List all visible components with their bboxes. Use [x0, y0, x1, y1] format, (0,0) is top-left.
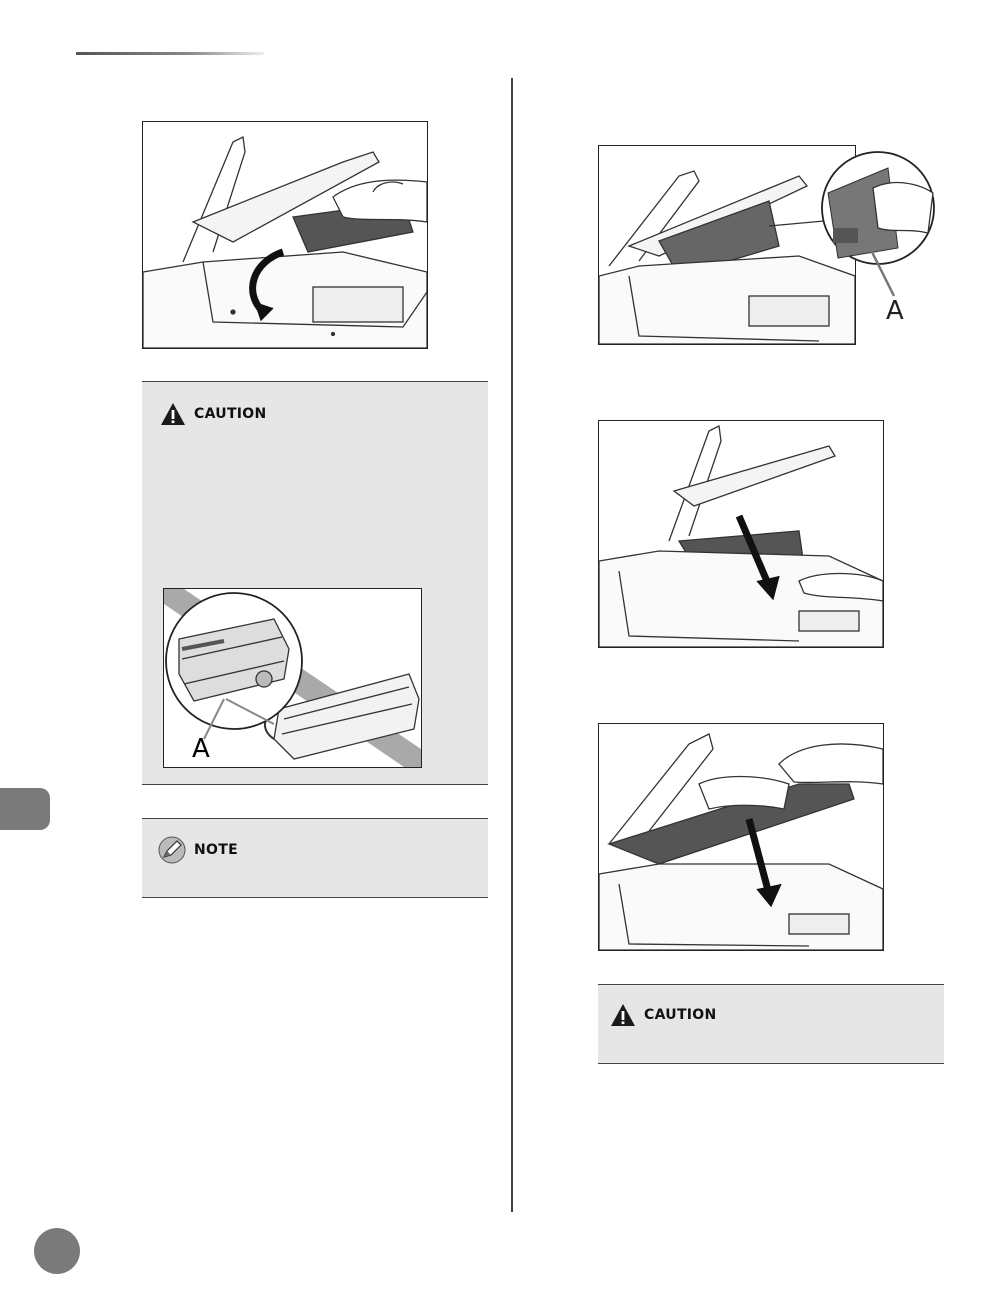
caution-header: [610, 1003, 717, 1027]
note-title: NOTE: [194, 842, 238, 858]
printer-lowering-illustration: [599, 421, 883, 647]
printer-closing-illustration: [599, 724, 883, 950]
column-divider: [511, 78, 513, 1212]
leader-line: [860, 230, 900, 300]
figure-cartridge-drum: [163, 588, 422, 768]
warning-triangle-icon: [160, 402, 186, 426]
note-callout: [142, 818, 488, 898]
note-header: [158, 836, 238, 864]
figure-insert-cartridge: [142, 121, 428, 349]
caution-title: CAUTION: [644, 1007, 717, 1023]
caution-header: [160, 402, 267, 426]
cartridge-illustration: [164, 589, 421, 767]
label-a: A: [192, 734, 210, 764]
chapter-tab[interactable]: [0, 788, 50, 830]
printer-illustration: [143, 122, 427, 348]
page-number-badge: [34, 1228, 80, 1274]
caution-callout: [598, 984, 944, 1064]
caution-callout: [142, 381, 488, 785]
caution-title: CAUTION: [194, 406, 267, 422]
header-rule: [76, 52, 264, 55]
warning-triangle-icon: [610, 1003, 636, 1027]
pencil-note-icon: [158, 836, 186, 864]
label-a: A: [886, 296, 904, 326]
figure-close-scanner-platform: [598, 723, 884, 951]
figure-lower-scanner: [598, 420, 884, 648]
printer-open-illustration: [599, 146, 855, 344]
